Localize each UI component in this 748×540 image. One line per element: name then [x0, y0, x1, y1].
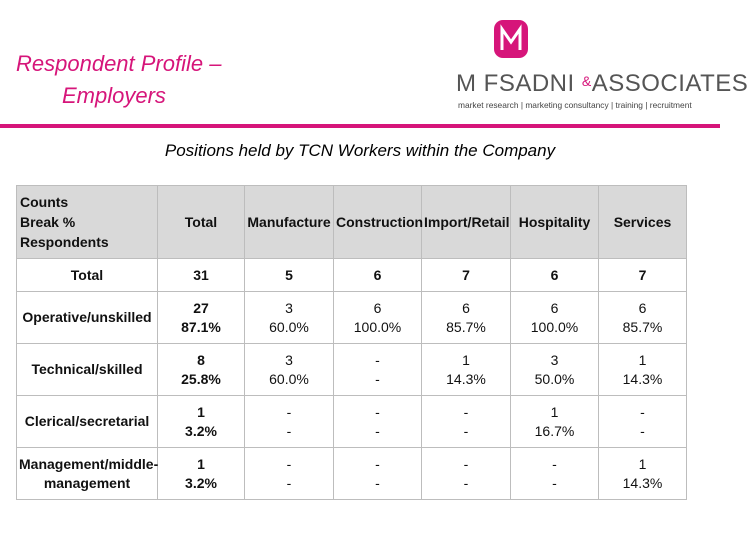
cell-percent: - [286, 422, 292, 439]
cell-count: - [286, 455, 292, 472]
cell-count: 1 [197, 403, 205, 420]
cell-percent: 60.0% [269, 318, 309, 335]
cell-percent: 3.2% [185, 422, 217, 439]
cell-count: 6 [638, 299, 647, 316]
cell-percent: - [640, 422, 645, 439]
cell-count: 6 [550, 299, 559, 316]
row-label: Technical/skilled [17, 344, 158, 396]
table-cell: 6 [334, 259, 422, 292]
slide-title-line1: Respondent Profile – [16, 51, 222, 76]
cell-percent: 25.8% [181, 370, 221, 387]
cell-percent: - [375, 422, 380, 439]
cell-percent: - [552, 474, 557, 491]
company-logo-name: M FSADNI &ASSOCIATES [456, 70, 748, 97]
corner-header: Counts Break % Respondents [17, 186, 158, 259]
cell-count: 27 [193, 299, 209, 316]
cell-count: - [286, 403, 292, 420]
row-label: Total [17, 259, 158, 292]
cell-percent: 14.3% [622, 474, 663, 491]
table-cell [599, 344, 687, 396]
table-cell [422, 344, 511, 396]
row-label: Clerical/secretarial [17, 396, 158, 448]
table-cell [158, 292, 245, 344]
cell-count: 8 [197, 351, 205, 368]
cell-count: - [375, 403, 380, 420]
cell-percent: - [375, 370, 380, 387]
cell-percent: 50.0% [534, 370, 575, 387]
column-header: Import/Retail [422, 186, 511, 259]
cell-percent: 3.2% [185, 474, 217, 491]
positions-table [16, 185, 687, 500]
column-header: Hospitality [511, 186, 599, 259]
cell-percent: - [463, 422, 469, 439]
cell-percent: 14.3% [446, 370, 486, 387]
table-cell [245, 448, 334, 500]
cell-percent: 16.7% [534, 422, 575, 439]
cell-count: 6 [373, 299, 382, 316]
table-cell [334, 396, 422, 448]
table-row [17, 344, 687, 396]
header-divider [0, 124, 720, 128]
column-header: Total [158, 186, 245, 259]
table-cell [334, 344, 422, 396]
cell-percent: 85.7% [446, 318, 486, 335]
column-header: Services [599, 186, 687, 259]
cell-count: - [375, 455, 380, 472]
table-cell: 7 [599, 259, 687, 292]
cell-count: 1 [638, 351, 647, 368]
table-cell [422, 396, 511, 448]
table-row [17, 396, 687, 448]
cell-count: 3 [285, 299, 293, 316]
column-header: Construction [334, 186, 422, 259]
row-label: Operative/unskilled [17, 292, 158, 344]
company-tagline: market research | marketing consultancy | training | recruitment [458, 100, 692, 110]
cell-percent: 85.7% [622, 318, 663, 335]
table-cell [511, 292, 599, 344]
table-caption: Positions held by TCN Workers within the Company [164, 141, 556, 160]
cell-count: 1 [550, 403, 559, 420]
cell-count: 3 [550, 351, 559, 368]
cell-percent: 60.0% [269, 370, 309, 387]
table-cell [158, 396, 245, 448]
table-header-row [17, 186, 687, 259]
table-cell [158, 448, 245, 500]
row-label: Management/middle-management [17, 448, 158, 500]
cell-count: 1 [462, 351, 470, 368]
table-cell [511, 448, 599, 500]
company-logo-icon [494, 20, 528, 58]
cell-count: - [552, 455, 557, 472]
slide-title-line2: Employers [62, 82, 166, 108]
slide-title [16, 48, 221, 112]
cell-percent: 100.0% [353, 318, 402, 335]
cell-percent: 14.3% [622, 370, 663, 387]
table-row [17, 448, 687, 500]
cell-percent: 100.0% [530, 318, 579, 335]
table-cell [245, 292, 334, 344]
cell-count: 1 [638, 455, 647, 472]
cell-count: - [375, 351, 380, 368]
cell-count: 3 [285, 351, 293, 368]
table-cell [158, 344, 245, 396]
cell-percent: - [286, 474, 292, 491]
table-cell [599, 448, 687, 500]
table-cell [422, 292, 511, 344]
cell-count: 1 [197, 455, 205, 472]
cell-percent: - [463, 474, 469, 491]
table-row [17, 292, 687, 344]
table-cell: 7 [422, 259, 511, 292]
table-cell [245, 396, 334, 448]
table-cell: 6 [511, 259, 599, 292]
table-cell: 31 [158, 259, 245, 292]
table-cell [245, 344, 334, 396]
table-cell [334, 448, 422, 500]
total-row [17, 259, 687, 292]
cell-percent: 87.1% [181, 318, 221, 335]
cell-percent: - [375, 474, 380, 491]
cell-count: - [640, 403, 645, 420]
table-cell [422, 448, 511, 500]
table-cell [334, 292, 422, 344]
table-cell [599, 396, 687, 448]
table-cell [599, 292, 687, 344]
column-header: Manufacture [245, 186, 334, 259]
table-cell [511, 344, 599, 396]
table-cell [511, 396, 599, 448]
cell-count: - [463, 455, 469, 472]
table-cell: 5 [245, 259, 334, 292]
cell-count: 6 [462, 299, 470, 316]
cell-count: - [463, 403, 469, 420]
